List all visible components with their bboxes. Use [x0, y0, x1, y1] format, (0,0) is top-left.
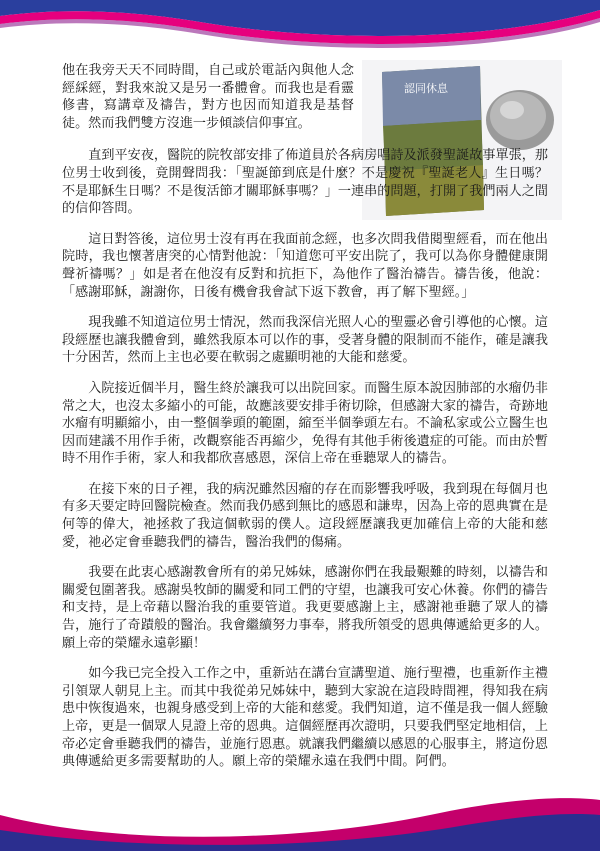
paragraph-6 — [62, 481, 548, 551]
paragraph-text: 他在我旁天天不同時間，自己或於電話內與他人念經綵經，對我來說又是另一番體會。而我也是看靈修書，寫講章及禱告，對方也因而知道我是基督徒。然而我們雙方沒進一步傾談信仰事宜。 — [62, 63, 354, 131]
paragraph-text: 我要在此衷心感謝教會所有的弟兄姊妹，感謝你們在我最艱難的時刻，以禱告和關愛包圍著我。感謝吳牧師的關愛和同工們的守望，也讓我可安心休養。你們的禱告和支持，是上帝藉以醫治我的重要管道。我更要感謝上主，感謝祂垂聽了眾人的禱告，施行了奇蹟般的醫治。我會繼續努力事奉，將我所領受的恩典傳遞給更多的人。願上帝的榮耀永遠彰顯！ — [62, 565, 548, 651]
paragraph-text: 直到平安夜，醫院的院牧部安排了佈道員於各病房唱詩及派發聖誕故事單張，那位男士收到後，竟開聲問我：「聖誕節到底是什麼？不是慶祝『聖誕老人』生日嗎？不是耶穌生日嗎？不是復活節才關耶穌事嗎？」一連串的問題，打開了我們兩人之間的信仰答問。 — [62, 148, 548, 217]
paragraph-4 — [62, 314, 548, 367]
paragraph-text: 在接下來的日子裡，我的病況雖然因瘤的存在而影響我呼吸，我到現在每個月也有多天要定時回醫院檢查。然而我仍感到無比的感恩和謙卑，因為上帝的恩典實在是何等的偉大，祂拯救了我這個軟弱的僕人。這段經歷讓我更加確信上帝的大能和慈愛，祂必定會垂聽我們的禱告，醫治我們的傷痛。 — [62, 481, 548, 550]
paragraph-text: 如今我已完全投入工作之中，重新站在講台宣講聖道、施行聖禮，也重新作主禮引領眾人朝見上主。而其中我從弟兄姊妹中，聽到大家說在這段時間裡，得知我在病患中恢復過來，也親身感受到上帝的大能和慈愛。我們知道，這不僅是我一個人經驗上帝，更是一個眾人見證上帝的恩典。這個經歷再次證明，只要我們堅定地相信，上帝必定會垂聽我們的禱告，並施行恩惠。就讓我們繼續以感恩的心服事主，將這份恩典傳遞給更多需要幫助的人。願上帝的榮耀永遠在我們中間。阿們。 — [62, 666, 548, 770]
article-body — [62, 62, 548, 784]
paragraph-5 — [62, 380, 548, 468]
paragraph-text: 現我雖不知道這位男士情況，然而我深信光照人心的聖靈必會引導他的心懷。這段經歷也讓我體會到，雖然我原本可以作的事，受著身體的限制而不能作，確是讓我十分困苦，然而上主也必要在軟弱之處顯明祂的大能和慈愛。 — [62, 315, 548, 366]
paragraph-3 — [62, 231, 548, 301]
paragraph-7 — [62, 564, 548, 652]
paragraph-2 — [62, 147, 548, 217]
paragraph-1 — [62, 62, 548, 132]
paragraph-text: 這日對答後，這位男士沒有再在我面前念經，也多次問我借閱聖經看，而在他出院時，我也懷著唐突的心情對他說：「知道您可平安出院了，我可以為你身體健康開聲祈禱嗎？」如是者在他沒有反對和抗拒下，為他作了醫治禱告。禱告後，他說：「感謝耶穌，謝謝你，日後有機會我會試下返下教會，再了解下聖經。」 — [62, 231, 548, 300]
top-decoration — [0, 0, 600, 60]
book-title: 認同休息 — [404, 82, 448, 95]
paragraph-8 — [62, 665, 548, 771]
paragraph-text: 入院接近個半月，醫生終於讓我可以出院回家。而醫生原本說因肺部的水瘤仍非常之大，也沒太多縮小的可能，故應該要安排手術切除，但感謝大家的禱告，奇跡地水瘤有明顯縮小，由一整個拳頭的範圍，縮至半個拳頭左右。不論私家或公立醫生也因而建議不用作手術，改觀察能否再縮少，免得有其他手術後遺症的可能。而由於暫時不用作手術，家人和我都欣喜感恩，深信上帝在垂聽眾人的禱告。 — [62, 380, 548, 467]
